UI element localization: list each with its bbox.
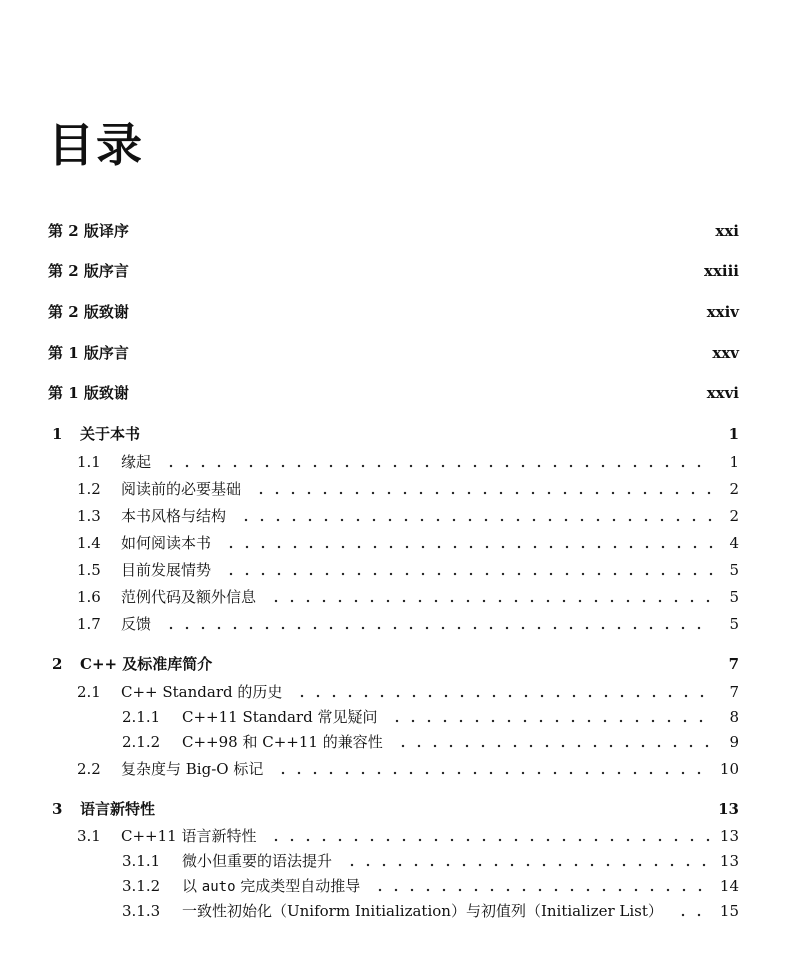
toc-entry-title: C++11 Standard 常见疑问 — [182, 708, 378, 726]
toc-entry-title: 反馈 — [121, 615, 152, 633]
toc-entry-page: 13 — [719, 827, 739, 845]
toc-section-entry[interactable] — [0, 476, 790, 502]
toc-entry-page: 2 — [729, 480, 739, 498]
toc-entry-title: 一致性初始化（Uniform Initialization）与初值列（Initializer List） — [182, 902, 663, 920]
toc-dot-leader — [219, 557, 713, 583]
toc-dot-leader — [340, 848, 713, 874]
toc-section-entry[interactable] — [0, 611, 790, 637]
toc-dot-leader — [159, 449, 713, 475]
toc-entry-page: xxiii — [704, 262, 739, 280]
toc-entry-title: 第 1 版致谢 — [48, 384, 129, 402]
toc-entry-number: 3 — [52, 800, 63, 818]
toc-entry-number: 2.1 — [77, 683, 101, 701]
toc-entry-title: 第 2 版译序 — [48, 222, 129, 240]
toc-front-entry[interactable] — [0, 380, 790, 406]
toc-entry-page: 5 — [729, 615, 739, 633]
toc-section-entry[interactable] — [0, 530, 790, 556]
toc-entry-number: 2.1.2 — [122, 733, 161, 751]
toc-entry-page: xxiv — [706, 303, 739, 321]
toc-section-entry[interactable] — [0, 584, 790, 610]
toc-entry-title: 缘起 — [121, 453, 152, 471]
toc-section-entry[interactable] — [0, 449, 790, 475]
toc-entry-page: 5 — [729, 588, 739, 606]
toc-entry-page: 7 — [728, 655, 739, 673]
toc-entry-number: 1.4 — [77, 534, 101, 552]
toc-entry-title: 第 2 版致谢 — [48, 303, 129, 321]
toc-section-entry[interactable] — [0, 756, 790, 782]
toc-subsection-entry[interactable] — [0, 873, 790, 899]
toc-entry-title: 本书风格与结构 — [121, 507, 227, 525]
toc-dot-leader — [159, 611, 713, 637]
toc-entry-title: 如何阅读本书 — [121, 534, 212, 552]
toc-section-entry[interactable] — [0, 823, 790, 849]
toc-front-entry[interactable] — [0, 340, 790, 366]
toc-subsection-entry[interactable] — [0, 704, 790, 730]
toc-title-code: auto — [201, 878, 236, 895]
toc-entry-number: 3.1.3 — [122, 902, 161, 920]
toc-entry-number: 1.2 — [77, 480, 101, 498]
toc-title-text: 完成类型自动推导 — [235, 876, 361, 895]
toc-entry-page: 1 — [728, 425, 739, 443]
toc-entry-title: C++ Standard 的历史 — [121, 683, 283, 701]
toc-entry-page: 7 — [729, 683, 739, 701]
toc-dot-leader — [249, 476, 713, 502]
toc-front-entry[interactable] — [0, 299, 790, 325]
toc-entry-title: 目前发展情势 — [121, 561, 212, 579]
toc-entry-page: 13 — [719, 852, 739, 870]
toc-dot-leader — [290, 679, 713, 705]
toc-entry-title: 关于本书 — [80, 425, 141, 443]
toc-entry-number: 1.7 — [77, 615, 101, 633]
toc-entry-page: 14 — [719, 877, 739, 895]
toc-dot-leader — [234, 503, 713, 529]
toc-subsection-entry[interactable] — [0, 848, 790, 874]
toc-entry-page: 13 — [718, 800, 739, 818]
toc-subsection-entry[interactable] — [0, 898, 790, 924]
toc-subsection-entry[interactable] — [0, 729, 790, 755]
toc-entry-page: xxvi — [706, 384, 739, 402]
toc-section-entry[interactable] — [0, 679, 790, 705]
toc-entry-number: 1.5 — [77, 561, 101, 579]
toc-entry-title: 复杂度与 Big-O 标记 — [121, 760, 264, 778]
toc-front-entry[interactable] — [0, 258, 790, 284]
toc-dot-leader — [219, 530, 713, 556]
toc-dot-leader — [671, 898, 713, 924]
toc-chapter-entry[interactable] — [0, 421, 790, 447]
toc-entry-title: 微小但重要的语法提升 — [182, 852, 333, 870]
toc-section-entry[interactable] — [0, 503, 790, 529]
toc-entry-title: 阅读前的必要基础 — [121, 480, 242, 498]
toc-entry-title — [182, 873, 360, 900]
toc-dot-leader — [368, 873, 713, 899]
toc-front-entry[interactable] — [0, 218, 790, 244]
toc-dot-leader — [391, 729, 713, 755]
toc-entry-number: 2.2 — [77, 760, 101, 778]
toc-entry-title: 范例代码及额外信息 — [121, 588, 257, 606]
toc-dot-leader — [271, 756, 713, 782]
toc-dot-leader — [264, 823, 713, 849]
toc-entry-title: C++11 语言新特性 — [121, 827, 257, 845]
toc-entry-number: 1.6 — [77, 588, 101, 606]
toc-entry-page: 2 — [729, 507, 739, 525]
toc-entry-page: xxv — [712, 344, 739, 362]
toc-entry-title: 第 1 版序言 — [48, 344, 129, 362]
toc-entry-page: xxi — [715, 222, 739, 240]
toc-entry-title: C++98 和 C++11 的兼容性 — [182, 733, 383, 751]
toc-entry-number: 3.1 — [77, 827, 101, 845]
toc-section-entry[interactable] — [0, 557, 790, 583]
page-title: 目录 — [48, 118, 144, 172]
toc-entry-title: C++ 及标准库简介 — [80, 655, 213, 673]
toc-entry-title: 第 2 版序言 — [48, 262, 129, 280]
toc-entry-page: 5 — [729, 561, 739, 579]
toc-entry-number: 3.1.2 — [122, 877, 161, 895]
toc-dot-leader — [385, 704, 713, 730]
toc-entry-title: 语言新特性 — [80, 800, 156, 818]
toc-entry-page: 1 — [729, 453, 739, 471]
toc-entry-number: 3.1.1 — [122, 852, 161, 870]
toc-entry-number: 1.1 — [77, 453, 101, 471]
toc-entry-page: 10 — [719, 760, 739, 778]
toc-entry-number: 1.3 — [77, 507, 101, 525]
toc-entry-number: 2 — [52, 655, 63, 673]
toc-entry-number: 1 — [52, 425, 63, 443]
toc-entry-page: 9 — [729, 733, 739, 751]
toc-entry-page: 4 — [729, 534, 739, 552]
toc-entry-page: 8 — [729, 708, 739, 726]
toc-entry-page: 15 — [719, 902, 739, 920]
toc-entry-number: 2.1.1 — [122, 708, 161, 726]
toc-title-text: 以 — [182, 876, 202, 895]
toc-chapter-entry[interactable] — [0, 796, 790, 822]
toc-dot-leader — [264, 584, 713, 610]
toc-chapter-entry[interactable] — [0, 651, 790, 677]
